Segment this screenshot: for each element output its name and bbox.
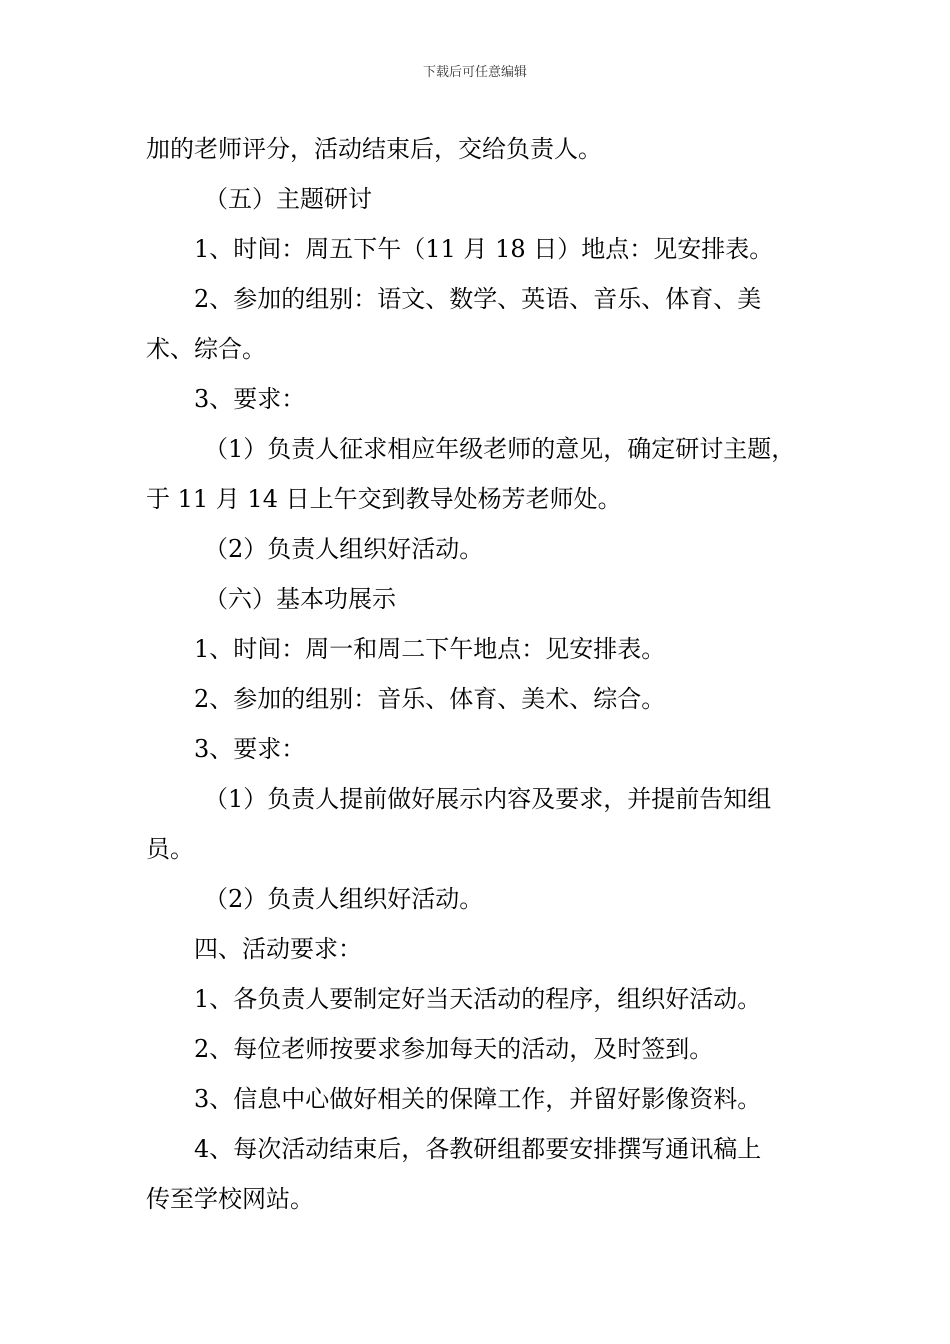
paragraph-line: 2、每位老师按要求参加每天的活动，及时签到。 <box>194 1035 714 1063</box>
paragraph-line: （1）负责人提前做好展示内容及要求，并提前告知组 <box>204 785 772 813</box>
section-heading: 四、活动要求： <box>194 935 362 963</box>
paragraph-line: 3、信息中心做好相关的保障工作，并留好影像资料。 <box>194 1085 762 1113</box>
paragraph-line: （2）负责人组织好活动。 <box>204 885 484 913</box>
paragraph-line: （2）负责人组织好活动。 <box>204 535 484 563</box>
paragraph-line: 3、要求： <box>194 385 306 413</box>
page-header-note: 下载后可任意编辑 <box>422 65 527 80</box>
paragraph-line: 2、参加的组别：音乐、体育、美术、综合。 <box>194 685 666 713</box>
document-body <box>146 124 826 1224</box>
paragraph-line: 1、各负责人要制定好当天活动的程序，组织好活动。 <box>194 985 762 1013</box>
paragraph-line: （1）负责人征求相应年级老师的意见，确定研讨主题， <box>204 435 796 463</box>
paragraph-line: 1、时间：周五下午（11 月 18 日）地点：见安排表。 <box>194 235 774 263</box>
paragraph-line: 1、时间：周一和周二下午地点：见安排表。 <box>194 635 666 663</box>
paragraph-line: 2、参加的组别：语文、数学、英语、音乐、体育、美 <box>194 285 762 313</box>
section-heading: （五）主题研讨 <box>204 185 372 213</box>
paragraph-line: 员。 <box>146 835 194 863</box>
paragraph-line: 4、每次活动结束后，各教研组都要安排撰写通讯稿上 <box>194 1135 762 1163</box>
paragraph-line: 术、综合。 <box>146 335 266 363</box>
section-heading: （六）基本功展示 <box>204 585 396 613</box>
paragraph-line: 加的老师评分，活动结束后，交给负责人。 <box>146 135 602 163</box>
paragraph-line: 3、要求： <box>194 735 306 763</box>
paragraph-line: 传至学校网站。 <box>146 1185 314 1213</box>
paragraph-line: 于 11 月 14 日上午交到教导处杨芳老师处。 <box>146 485 622 513</box>
